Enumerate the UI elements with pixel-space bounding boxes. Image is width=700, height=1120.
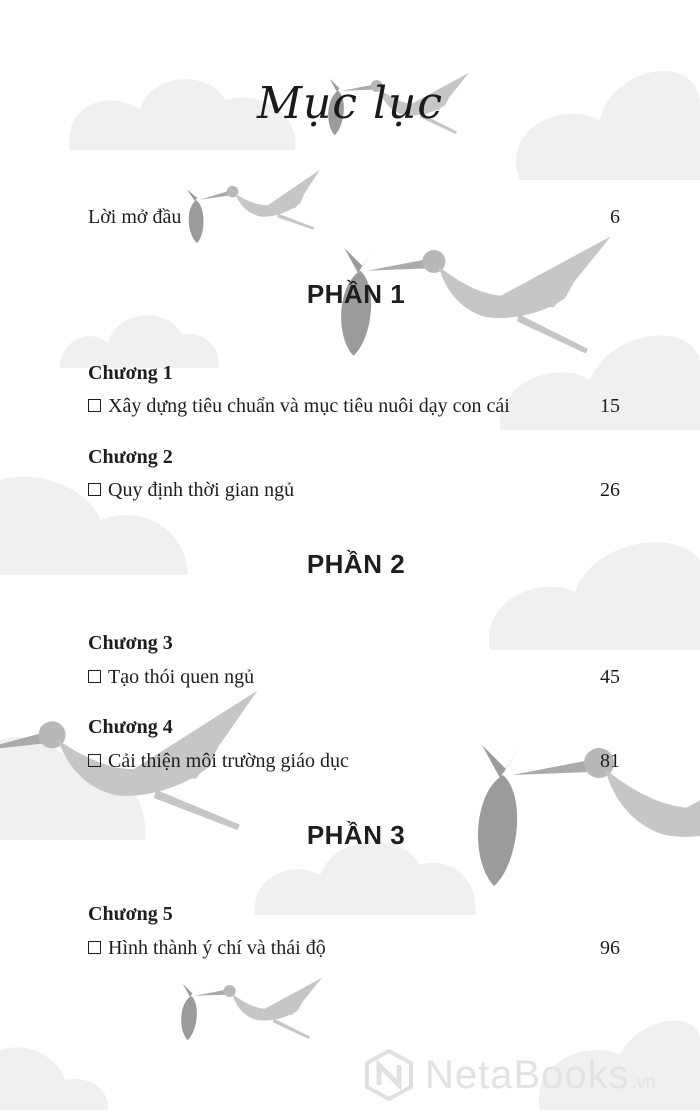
chapter-label-2: Chương 2 [88,446,173,468]
intro-label: Lời mở đầu [88,206,182,228]
chapter-label-5: Chương 5 [88,903,173,925]
chapter-label-3: Chương 3 [88,632,173,654]
checkbox-icon [88,754,101,767]
part-heading-1: PHẦN 1 [306,279,406,309]
checkbox-icon [88,670,101,683]
part-heading-2: PHẦN 2 [306,549,406,579]
checkbox-icon [88,941,101,954]
toc-entry-chapter-4 [88,750,620,773]
checkbox-icon [88,399,101,412]
netabooks-watermark [363,1045,693,1105]
chapter-page-2: 26 [600,479,620,501]
netabooks-logo-icon [363,1049,415,1101]
toc-entry-chapter-5 [88,937,620,960]
part-heading-3: PHẦN 3 [306,820,406,850]
chapter-title-1: Xây dựng tiêu chuẩn và mục tiêu nuôi dạy con cái [108,395,510,417]
chapter-label-1: Chương 1 [88,362,173,384]
chapter-title-3: Tạo thói quen ngủ [108,666,255,688]
toc-entry-chapter-3 [88,666,620,689]
intro-page: 6 [610,206,620,228]
chapter-page-1: 15 [600,395,620,417]
chapter-title-4: Cải thiện môi trường giáo dục [108,750,349,772]
toc-entry-intro [88,206,620,229]
chapter-title-5: Hình thành ý chí và thái độ [108,937,326,959]
chapter-title-2: Quy định thời gian ngủ [108,479,295,501]
chapter-label-4: Chương 4 [88,716,173,738]
watermark-tld: .vn [631,1072,656,1092]
page-title: Mục lục [256,78,444,129]
toc-entry-chapter-1 [88,395,620,418]
toc-entry-chapter-2 [88,479,620,502]
watermark-name: NetaBooks [425,1052,630,1097]
chapter-page-5: 96 [600,937,620,959]
chapter-page-4: 81 [600,750,620,772]
checkbox-icon [88,483,101,496]
chapter-page-3: 45 [600,666,620,688]
